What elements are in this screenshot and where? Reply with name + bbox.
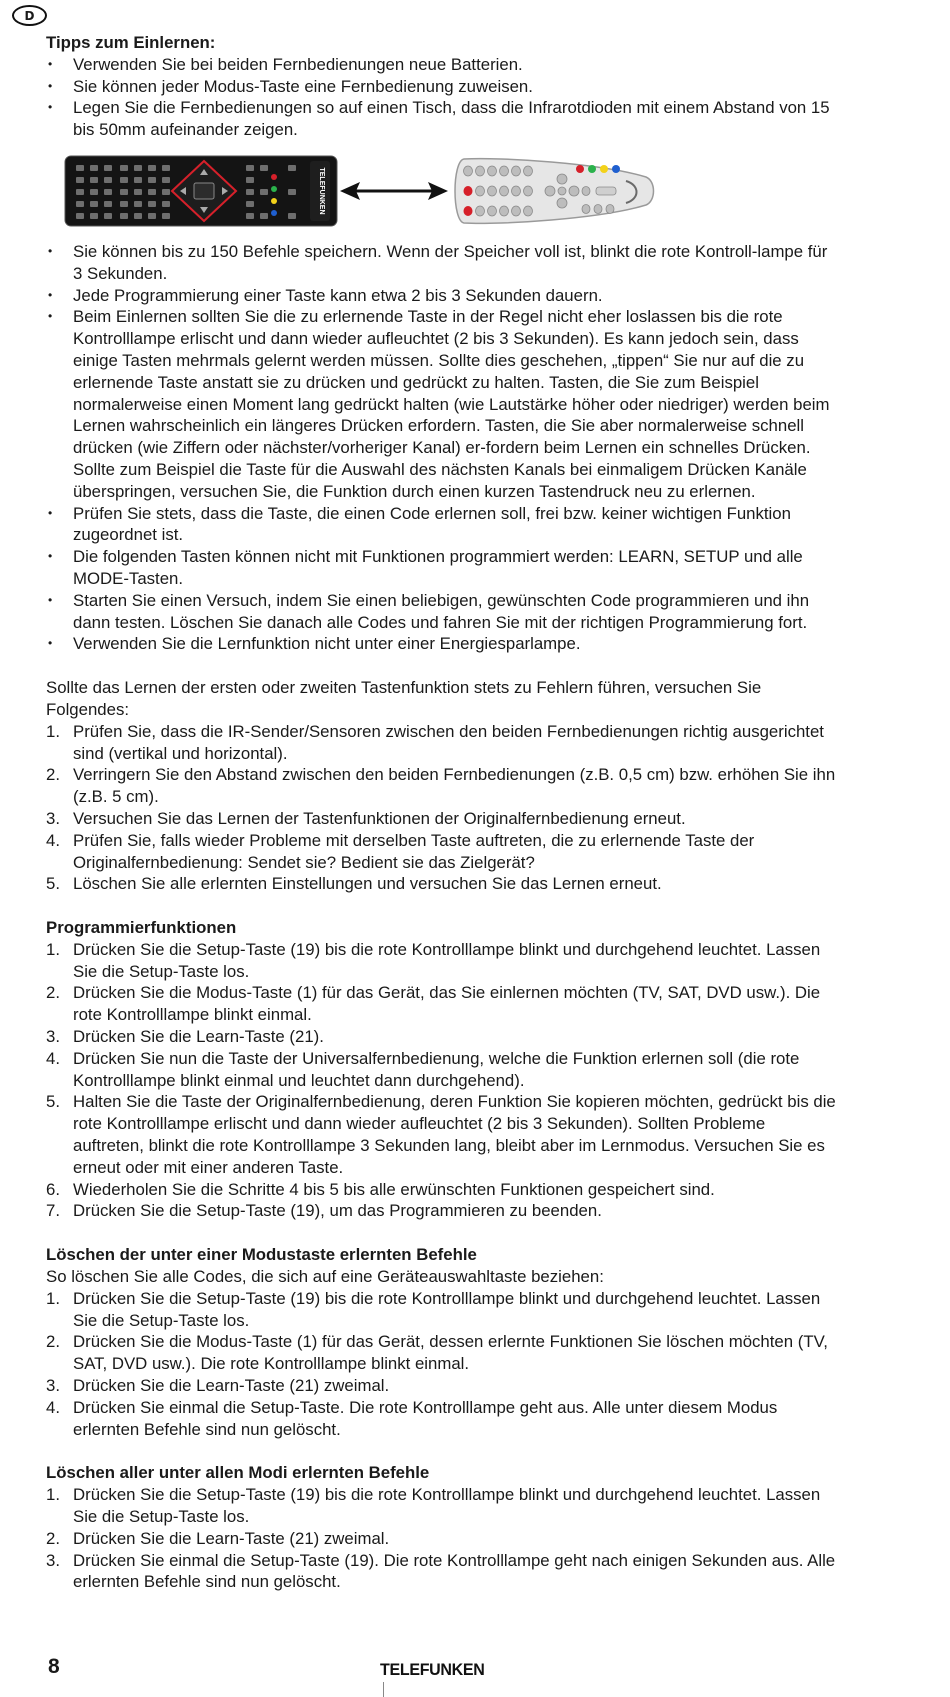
list-item xyxy=(46,982,836,1026)
step-number: 6. xyxy=(46,1179,60,1199)
step-text: Prüfen Sie, dass die IR-Sender/Sensoren zwischen den beiden Fernbedienungen richtig ausgerichtet sind (vertikal und horizontal). xyxy=(73,721,824,763)
step-number: 3. xyxy=(46,1376,60,1396)
step-text: Drücken Sie nun die Taste der Universalfernbedienung, welche die Funktion erlernen soll (die rote Kontrolllampe blinkt einmal und leuchtet dann durchgehend). xyxy=(73,1048,800,1090)
step-number: 2. xyxy=(46,1528,60,1548)
step-text: Drücken Sie die Learn-Taste (21) zweimal. xyxy=(73,1376,390,1396)
original-remote-image xyxy=(450,155,656,227)
step-text: Versuchen Sie das Lernen der Tastenfunktionen der Originalfernbedienung erneut. xyxy=(73,808,686,828)
list-item: • Verwenden Sie bei beiden Fernbedienungen neue Batterien. xyxy=(46,54,836,76)
remote-logo-text: TELEFUNKEN xyxy=(318,167,325,215)
step-number: 4. xyxy=(46,1048,60,1068)
step-text: Prüfen Sie, falls wieder Probleme mit derselben Taste auftreten, die zu erlernende Taste der Originalfernbedienung: Sendet sie? Bedient sie das Zielgerät? xyxy=(73,830,755,872)
list-item xyxy=(46,1048,836,1092)
step-number: 2. xyxy=(46,1332,60,1352)
universal-remote-image xyxy=(64,155,338,227)
step-text: Drücken Sie einmal die Setup-Taste. Die rote Kontrolllampe geht aus. Alle unter diesem Modus erlernten Befehle sind nun gelöscht. xyxy=(73,1397,778,1439)
step-text: Löschen Sie alle erlernten Einstellungen und versuchen Sie das Lernen erneut. xyxy=(73,874,662,894)
list-item xyxy=(46,1375,836,1397)
list-item xyxy=(46,1331,836,1375)
step-number: 1. xyxy=(46,1485,60,1505)
remotes-illustration xyxy=(46,151,836,235)
step-number: 4. xyxy=(46,830,60,850)
step-text: Drücken Sie die Modus-Taste (1) für das Gerät, das Sie einlernen möchten (TV, SAT, DVD usw.). Die rote Kontrolllampe blinkt einmal. xyxy=(73,983,821,1025)
list-item: • Starten Sie einen Versuch, indem Sie einen beliebigen, gewünschten Code programmieren und ihn dann testen. Löschen Sie danach alle Codes und fahren Sie mit der richtigen Programmierung fort. xyxy=(46,590,836,634)
list-item xyxy=(46,1288,836,1332)
step-number: 3. xyxy=(46,1550,60,1570)
list-item xyxy=(46,764,836,808)
step-number: 5. xyxy=(46,874,60,894)
list-item xyxy=(46,1026,836,1048)
list-item xyxy=(46,1179,836,1201)
list-item xyxy=(46,1397,836,1441)
step-text: Drücken Sie die Modus-Taste (1) für das Gerät, dessen erlernte Funktionen Sie löschen möchten (TV, SAT, DVD usw.). Die rote Kontrolllampe blinkt einmal. xyxy=(73,1332,828,1374)
step-text: Drücken Sie die Setup-Taste (19) bis die rote Kontrolllampe blinkt und durchgehend leuchtet. Lassen Sie die Setup-Taste los. xyxy=(73,939,821,981)
step-number: 2. xyxy=(46,765,60,785)
delete-all-steps xyxy=(46,1484,836,1593)
tips-heading: Tipps zum Einlernen: xyxy=(46,33,216,52)
step-text: Wiederholen Sie die Schritte 4 bis 5 bis alle erwünschten Funktionen gespeichert sind. xyxy=(73,1179,715,1199)
step-text: Halten Sie die Taste der Originalfernbedienung, deren Funktion Sie kopieren möchten, gedrückt bis die rote Kontrolllampe erlischt und dann wieder aufleuchtet (2 bis 3 Sekunden). Sollten Probleme auftreten, blinkt die rote Kontrolllampe 3 Sekunden lang, bleibt aber im Lernmodus. Versuchen Sie es erneut oder mit einer anderen Taste. xyxy=(73,1092,836,1177)
list-item xyxy=(46,1200,836,1222)
footer-divider xyxy=(383,1682,384,1697)
list-item: • Jede Programmierung einer Taste kann etwa 2 bis 3 Sekunden dauern. xyxy=(46,285,836,307)
page-content xyxy=(46,32,836,1593)
step-number: 3. xyxy=(46,808,60,828)
programming-heading: Programmierfunktionen xyxy=(46,918,237,938)
list-item: • Beim Einlernen sollten Sie die zu erlernende Taste in der Regel nicht eher loslassen bis die rote Kontrolllampe erlischt und dann wieder aufleuchtet (2 bis 3 Sekunden). Es kann jedoch sein, dass einige Tasten mehrmals gelernt werden müssen. Sollte dies geschehen, „tippen“ Sie nur auf die zu erlernende Taste anstatt sie zu drücken und gedrückt zu halten. Tasten, die Sie zum Beispiel normalerweise einen Moment lang gedrückt halten (wie Lautstärke höher oder niedriger) werden beim Lernen wahrscheinlich ein längeres Drücken erfordern. Tasten, die Sie aber normalerweise schnell drücken (wie Ziffern oder nächster/vorheriger Kanal) er-fordern beim Lernen ein schnelles Drücken. Sollte zum Beispiel die Taste für die Auswahl des nächsten Kanals bei einmaligem Drücken Kanäle überspringen, versuchen Sie, die Funktion durch einen kurzen Tastendruck neu zu erlernen. xyxy=(46,306,836,502)
list-item xyxy=(46,873,836,895)
list-item xyxy=(46,939,836,983)
step-number: 7. xyxy=(46,1201,60,1221)
tips-intro-list xyxy=(46,54,836,141)
list-item: • Sie können bis zu 150 Befehle speichern. Wenn der Speicher voll ist, blinkt die rote Kontroll-lampe für 3 Sekunden. xyxy=(46,241,836,285)
list-item xyxy=(46,1091,836,1178)
list-item: • Die folgenden Tasten können nicht mit Funktionen programmiert werden: LEARN, SETUP und alle MODE-Tasten. xyxy=(46,546,836,590)
step-text: Drücken Sie die Learn-Taste (21) zweimal. xyxy=(73,1528,390,1548)
delete-mode-steps xyxy=(46,1288,836,1441)
troubleshoot-intro: Sollte das Lernen der ersten oder zweiten Tastenfunktion stets zu Fehlern führen, versuchen Sie Folgendes: xyxy=(46,678,762,719)
double-arrow-icon xyxy=(338,171,450,211)
list-item xyxy=(46,1550,836,1594)
delete-all-heading: Löschen aller unter allen Modi erlernten Befehle xyxy=(46,1463,430,1483)
step-text: Drücken Sie die Learn-Taste (21). xyxy=(73,1027,324,1047)
step-number: 1. xyxy=(46,721,60,741)
programming-steps xyxy=(46,939,836,1222)
list-item xyxy=(46,721,836,765)
tips-list xyxy=(46,241,836,655)
step-number: 3. xyxy=(46,1027,60,1047)
step-text: Verringern Sie den Abstand zwischen den beiden Fernbedienungen (z.B. 0,5 cm) bzw. erhöhen Sie ihn (z.B. 5 cm). xyxy=(73,765,836,807)
list-item: • Verwenden Sie die Lernfunktion nicht unter einer Energiesparlampe. xyxy=(46,633,836,655)
step-number: 1. xyxy=(46,939,60,959)
list-item: • Legen Sie die Fernbedienungen so auf einen Tisch, dass die Infrarotdioden mit einem Abstand von 15 bis 50mm aufeinander zeigen. xyxy=(46,97,836,141)
step-text: Drücken Sie die Setup-Taste (19) bis die rote Kontrolllampe blinkt und durchgehend leuchtet. Lassen Sie die Setup-Taste los. xyxy=(73,1288,821,1330)
step-text: Drücken Sie einmal die Setup-Taste (19). Die rote Kontrolllampe geht nach einigen Sekunden aus. Alle erlernten Befehle sind nun gelöscht. xyxy=(73,1550,836,1592)
troubleshoot-steps xyxy=(46,721,836,895)
page-number: 8 xyxy=(48,1655,60,1675)
step-number: 4. xyxy=(46,1397,60,1417)
step-text: Drücken Sie die Setup-Taste (19) bis die rote Kontrolllampe blinkt und durchgehend leuchtet. Lassen Sie die Setup-Taste los. xyxy=(73,1485,821,1527)
brand-logo: TELEFUNKEN xyxy=(380,1661,485,1680)
step-text: Drücken Sie die Setup-Taste (19), um das Programmieren zu beenden. xyxy=(73,1201,602,1221)
step-number: 1. xyxy=(46,1288,60,1308)
step-number: 5. xyxy=(46,1092,60,1112)
list-item xyxy=(46,1484,836,1528)
language-badge: D xyxy=(12,5,47,26)
delete-mode-intro: So löschen Sie alle Codes, die sich auf eine Geräteauswahltaste beziehen: xyxy=(46,1267,604,1287)
delete-mode-heading: Löschen der unter einer Modustaste erlernten Befehle xyxy=(46,1245,477,1265)
list-item xyxy=(46,1528,836,1550)
list-item: • Prüfen Sie stets, dass die Taste, die einen Code erlernen soll, frei bzw. keiner wichtigen Funktion zugeordnet ist. xyxy=(46,503,836,547)
step-number: 2. xyxy=(46,983,60,1003)
list-item xyxy=(46,808,836,830)
list-item xyxy=(46,830,836,874)
list-item: • Sie können jeder Modus-Taste eine Fernbedienung zuweisen. xyxy=(46,76,836,98)
